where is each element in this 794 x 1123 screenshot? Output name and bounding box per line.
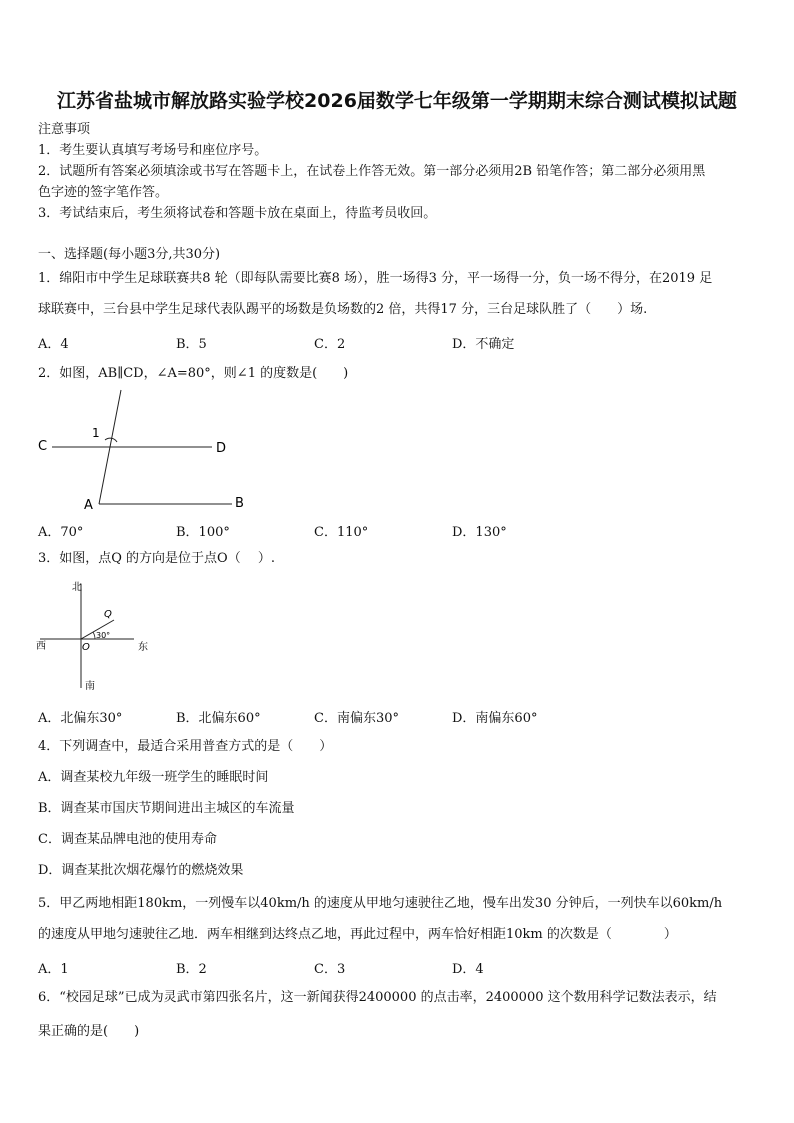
- q1-stem-line1: 1．绵阳市中学生足球联赛共8 轮（即每队需要比赛8 场），胜一场得3 分，平一场得一分，负一场不得分，在2019 足: [38, 271, 713, 286]
- q3-stem: 3．如图，点Q 的方向是位于点O（ ）.: [38, 551, 275, 566]
- q3-option-b: B．北偏东60°: [176, 711, 261, 726]
- page-title: 江苏省盐城市解放路实验学校2026届数学七年级第一学期期末综合测试模拟试题: [57, 90, 737, 112]
- label-d: D: [216, 441, 227, 456]
- q6-stem-line1: 6．“校园足球”已成为灵武市第四张名片，这一新闻获得2400000 的点击率，2400000 这个数用科学记数法表示，结: [38, 990, 717, 1005]
- q2-option-c: C．110°: [314, 525, 369, 540]
- q3-option-a: A．北偏东30°: [38, 711, 123, 726]
- label-angle-30: 30°: [96, 631, 111, 640]
- q2-option-d: D．130°: [452, 525, 507, 540]
- angle-30-arc: [93, 632, 95, 639]
- q6-stem-line2: 果正确的是( ): [38, 1024, 140, 1039]
- q5-option-c: C．3: [314, 962, 346, 977]
- q2-option-b: B．100°: [176, 525, 230, 540]
- q4-option-c: C．调查某品牌电池的使用寿命: [38, 832, 217, 847]
- q4-option-a: A．调查某校九年级一班学生的睡眠时间: [38, 770, 269, 785]
- parallel-lines-figure: [32, 385, 262, 515]
- label-c: C: [38, 439, 48, 454]
- label-q: Q: [104, 609, 112, 620]
- compass-figure: [34, 576, 164, 694]
- q2-option-a: A．70°: [38, 525, 84, 540]
- q1-stem-line2: 球联赛中，三台县中学生足球代表队踢平的场数是负场数的2 倍，共得17 分，三台足球队胜了（ ）场.: [38, 302, 648, 317]
- notice-item: 3．考试结束后，考生须将试卷和答题卡放在桌面上，待监考员收回。: [38, 206, 437, 221]
- label-west: 西: [36, 641, 46, 652]
- label-south: 南: [85, 681, 95, 692]
- label-a: A: [84, 498, 93, 513]
- label-o: O: [82, 642, 90, 653]
- label-b: B: [235, 496, 244, 511]
- q5-stem-line1: 5．甲乙两地相距180km，一列慢车以40km/h 的速度从甲地匀速驶往乙地，慢车出发30 分钟后，一列快车以60km/h: [38, 896, 723, 911]
- q5-option-d: D．4: [452, 962, 484, 977]
- q4-option-d: D．调查某批次烟花爆竹的燃烧效果: [38, 863, 244, 878]
- q1-option-c: C．2: [314, 337, 346, 352]
- q3-option-d: D．南偏东60°: [452, 711, 538, 726]
- label-east: 东: [138, 642, 148, 653]
- notice-item: 色字迹的签字笔作答。: [38, 185, 169, 200]
- q1-option-b: B．5: [176, 337, 207, 352]
- q4-option-b: B．调查某市国庆节期间进出主城区的车流量: [38, 801, 295, 816]
- q5-option-b: B．2: [176, 962, 207, 977]
- notice-item: 1．考生要认真填写考场号和座位序号。: [38, 143, 268, 158]
- q3-option-c: C．南偏东30°: [314, 711, 399, 726]
- section-heading: 一、选择题(每小题3分,共30分): [38, 247, 221, 262]
- q4-stem: 4．下列调查中，最适合采用普查方式的是（ ）: [38, 739, 333, 754]
- q5-option-a: A．1: [38, 962, 69, 977]
- q2-stem: 2．如图，AB∥CD，∠A=80°，则∠1 的度数是( ): [38, 366, 349, 381]
- label-north: 北: [72, 582, 82, 593]
- notice-heading: 注意事项: [38, 122, 91, 137]
- q5-stem-line2: 的速度从甲地匀速驶往乙地．两车相继到达终点乙地，再此过程中，两车恰好相距10km 的次数是（ ）: [38, 927, 677, 942]
- q1-option-a: A．4: [38, 337, 69, 352]
- label-angle-1: 1: [92, 426, 100, 440]
- notice-item: 2．试题所有答案必须填涂或书写在答题卡上，在试卷上作答无效。第一部分必须用2B 铅笔作答；第二部分必须用黑: [38, 164, 706, 179]
- q1-option-d: D．不确定: [452, 337, 515, 352]
